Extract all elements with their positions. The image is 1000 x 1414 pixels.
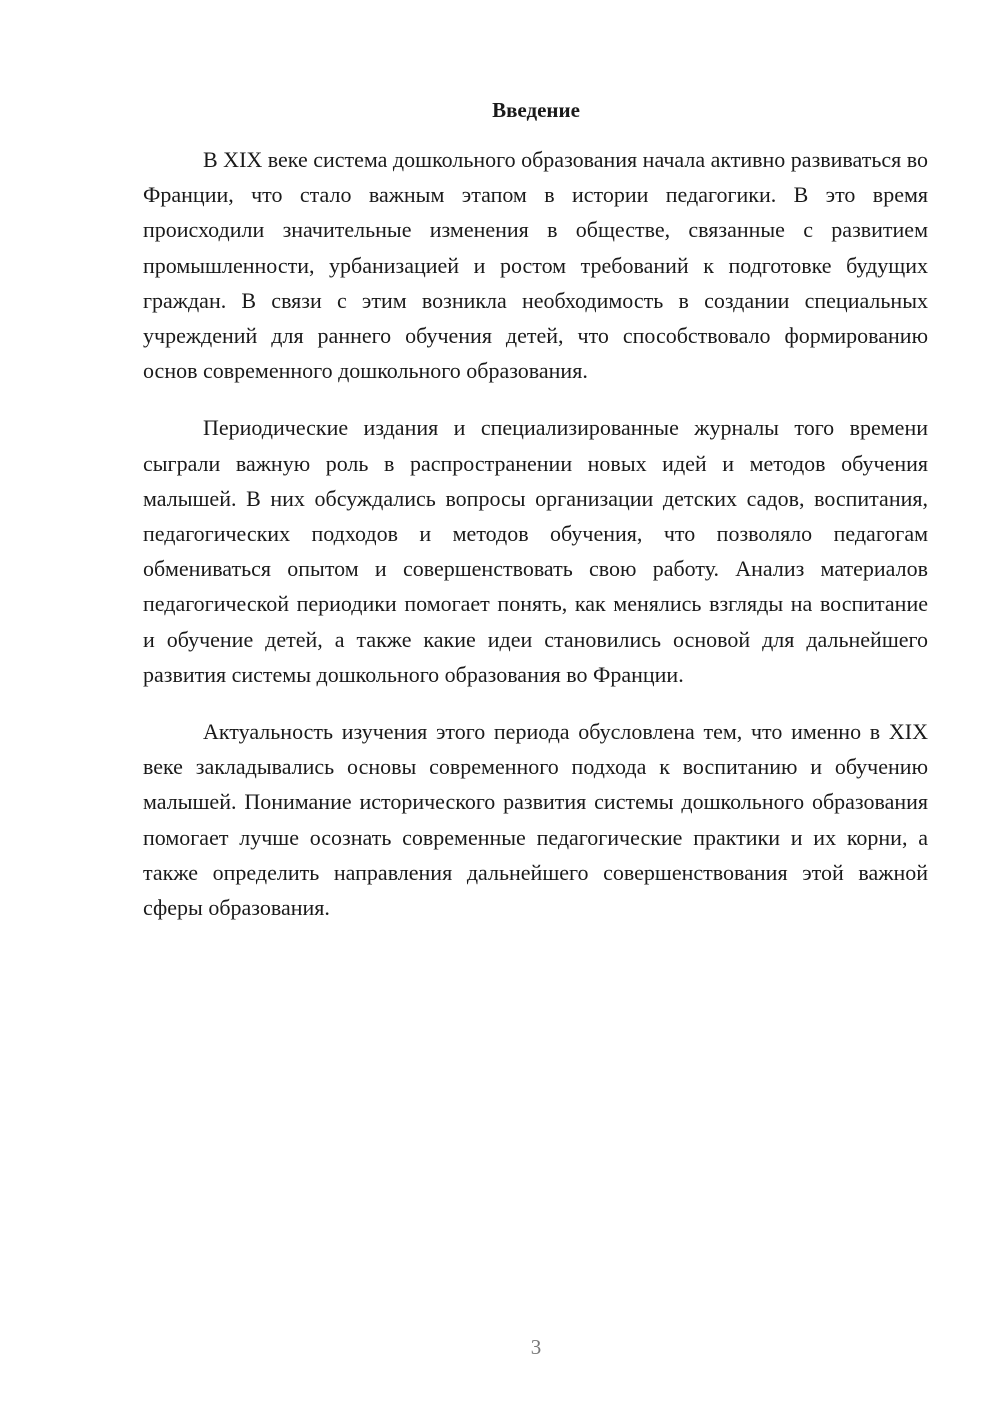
paragraph-3: Актуальность изучения этого периода обусловлена тем, что именно в XIX веке закладывались основы современного подхода к воспитанию и обучению малышей. Понимание исторического развития системы дошкольного образования помогает лучше осознать современные педагогические практики и их корни, а также определить направления дальнейшего совершенствования этой важной сферы образования. xyxy=(143,719,928,921)
document-body xyxy=(143,142,928,947)
paragraph-1: В XIX веке система дошкольного образования начала активно развиваться во Франции, что стало важным этапом в истории педагогики. В это время происходили значительные изменения в обществе, связанные с развитием промышленности, урбанизацией и ростом требований к подготовке будущих граждан. В связи с этим возникла необходимость в создании специальных учреждений для раннего обучения детей, что способствовало формированию основ современного дошкольного образования. xyxy=(143,147,928,384)
page-title: Введение xyxy=(492,98,580,122)
paragraph-2: Периодические издания и специализированные журналы того времени сыграли важную роль в распространении новых идей и методов обучения малышей. В них обсуждались вопросы организации детских садов, воспитания, педагогических подходов и методов обучения, что позволяло педагогам обмениваться опытом и совершенствовать свою работу. Анализ материалов педагогической периодики помогает понять, как менялись взгляды на воспитание и обучение детей, а также какие идеи становились основой для дальнейшего развития системы дошкольного образования во Франции. xyxy=(143,415,928,687)
page-number: 3 xyxy=(530,1335,542,1359)
